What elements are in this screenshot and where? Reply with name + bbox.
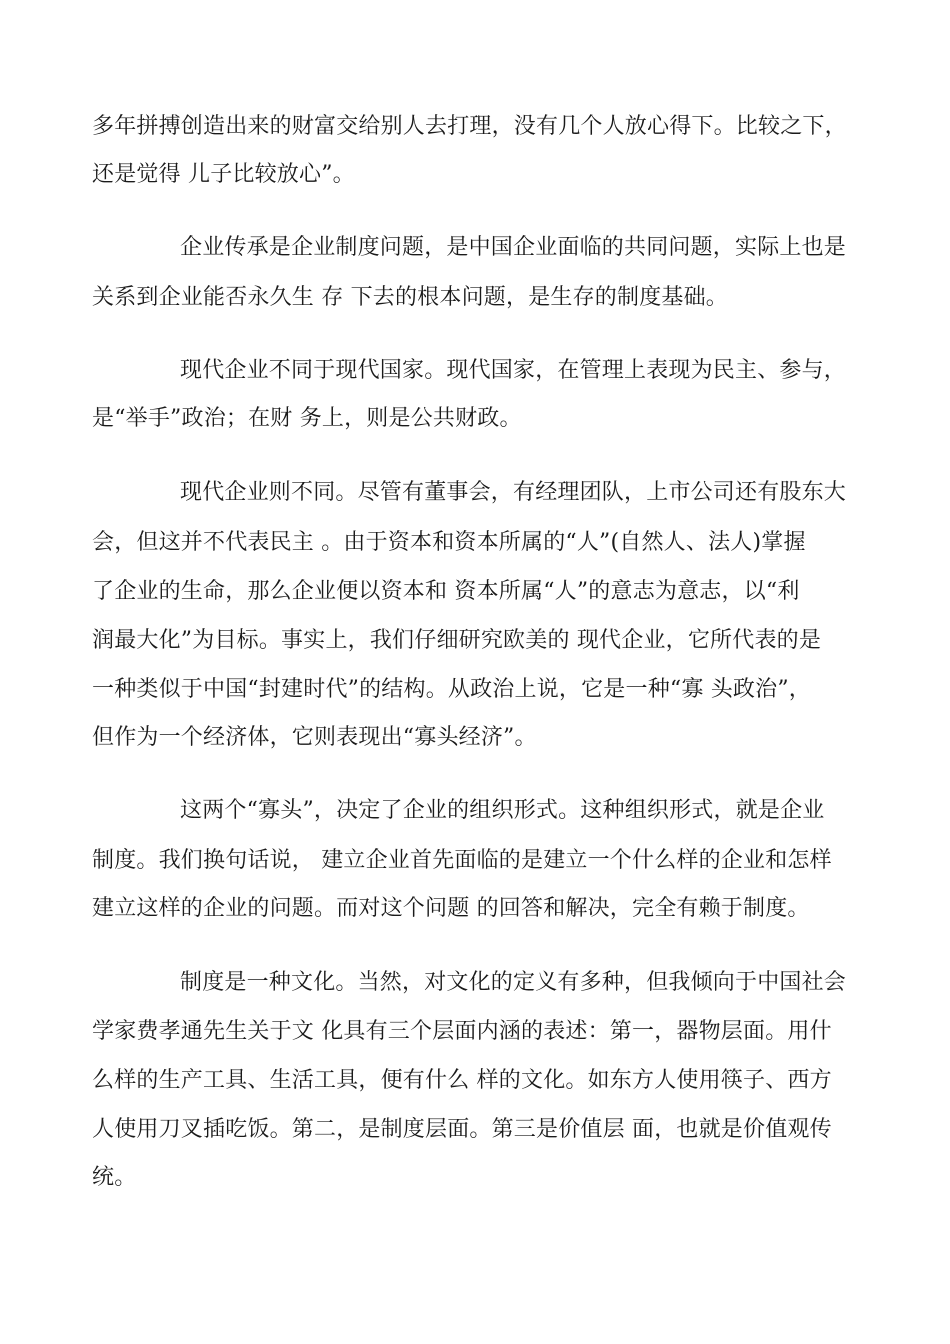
paragraph-first-line: 这两个“寡头”，决定了企业的组织形式。这种组织形式，就是企业: [180, 798, 825, 823]
text-line: 建立这样的企业的问题。而对这个问题 的回答和解决，完全有赖于制度。: [92, 896, 810, 921]
paragraph-first-line: 制度是一种文化。当然，对文化的定义有多种，但我倾向于中国社会: [180, 970, 847, 995]
text-line: 会，但这并不代表民主 。由于资本和资本所属的“人”(自然人、法人)掌握: [92, 530, 806, 555]
text-line: 统。: [92, 1165, 137, 1190]
text-line: 润最大化”为目标。事实上，我们仔细研究欧美的 现代企业，它所代表的是: [92, 628, 822, 653]
text-line: 一种类似于中国“封建时代”的结构。从政治上说，它是一种“寡 头政治”，: [92, 677, 811, 702]
text-line: 但作为一个经济体，它则表现出“寡头经济”。: [92, 725, 537, 750]
text-line: 多年拼搏创造出来的财富交给别人去打理，没有几个人放心得下。比较之下，: [92, 114, 847, 139]
text-line: 是“举手”政治；在财 务上，则是公共财政。: [92, 406, 522, 431]
text-line: 学家费孝通先生关于文 化具有三个层面内涵的表述：第一，器物层面。用什: [92, 1019, 832, 1044]
paragraph-first-line: 现代企业不同于现代国家。现代国家，在管理上表现为民主、参与，: [180, 358, 847, 383]
text-line: 么样的生产工具、生活工具，便有什么 样的文化。如东方人使用筷子、西方: [92, 1068, 832, 1093]
text-line: 了企业的生命，那么企业便以资本和 资本所属“人”的意志为意志，以“利: [92, 579, 800, 604]
text-line: 人使用刀叉插吃饭。第二，是制度层面。第三是价值层 面，也就是价值观传: [92, 1117, 832, 1142]
text-line: 关系到企业能否永久生 存 下去的根本问题，是生存的制度基础。: [92, 285, 728, 310]
paragraph-first-line: 企业传承是企业制度问题，是中国企业面临的共同问题，实际上也是: [180, 235, 847, 260]
text-line: 还是觉得 儿子比较放心”。: [92, 162, 355, 187]
text-line: 制度。我们换句话说， 建立企业首先面临的是建立一个什么样的企业和怎样: [92, 848, 832, 873]
paragraph-first-line: 现代企业则不同。尽管有董事会，有经理团队，上市公司还有股东大: [180, 480, 847, 505]
